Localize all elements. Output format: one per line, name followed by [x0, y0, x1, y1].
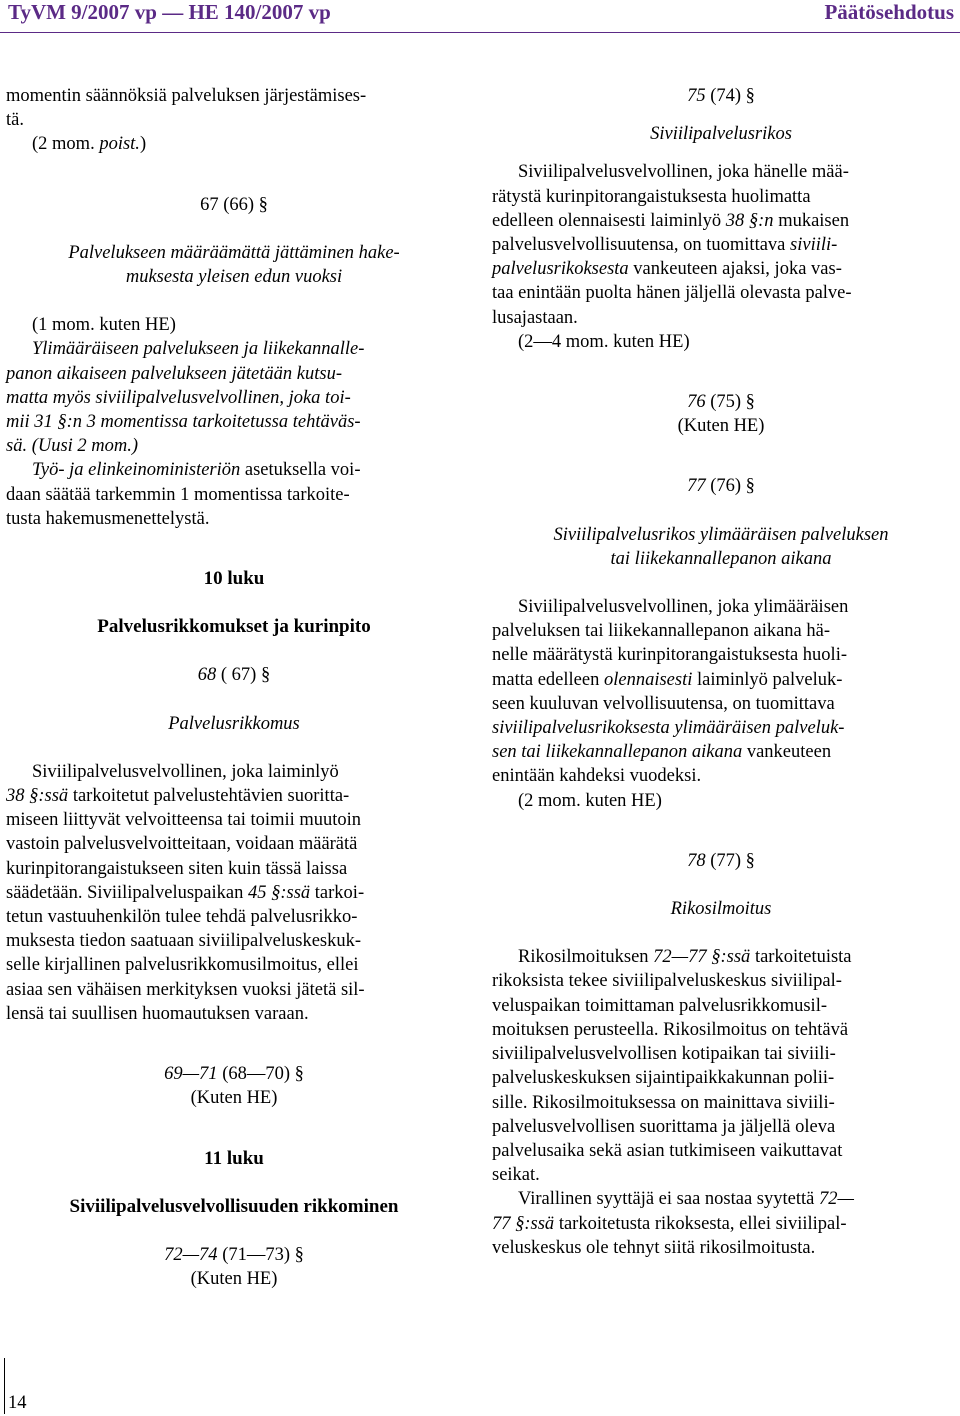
page-number: 14 [8, 1393, 27, 1413]
section-67-body [6, 313, 462, 531]
text-line: moituksen perusteella. Rikosilmoitus on tehtävä [492, 1019, 849, 1040]
text-line: nelle määrätystä kurinpitorangaistuksesta huoli- [492, 645, 847, 666]
chapter-10-title: 10 luku [203, 568, 265, 590]
section-75-body [492, 160, 950, 354]
text-line: Työ- ja elinkeinoministeriön asetuksella voi- [32, 460, 361, 481]
text-line: palvelusvelvollisen suorittama ja jäljellä oleva [492, 1116, 836, 1137]
margin-rule [4, 1358, 5, 1414]
header-section-label: Päätösehdotus [824, 0, 954, 24]
chapter-11-title: 11 luku [204, 1147, 264, 1169]
text-line: momentin säännöksiä palveluksen järjestämises- [6, 86, 367, 106]
text-line: muksesta tiedon saatuaan siviilipalveluskeskuk- [6, 931, 362, 952]
text-line: palvelusvelvollisuutensa, on tuomittava siviili- [492, 235, 838, 256]
text-line: lusajastaan. [492, 307, 578, 328]
text-line: palveluskeskuksen sijaintipaikkakunnan polii- [492, 1068, 835, 1089]
text-line: selle kirjallinen palvelusrikkomusilmoitus, ellei [6, 955, 359, 976]
chapter-11-heading: Siviilipalvelusvelvollisuuden rikkominen [69, 1195, 399, 1217]
text-line: sen tai liikekannallepanon aikana vankeuteen [492, 742, 832, 763]
text-line: veluskeskus ole tehnyt siitä rikosilmoitusta. [492, 1237, 816, 1258]
text-line: Rikosilmoituksen 72—77 §:ssä tarkoitetuista [518, 947, 852, 968]
text-line: matta edelleen olennaisesti laiminlyö palveluk- [492, 669, 843, 690]
text-line: kurinpitorangaistukseen siten kuin tässä laissa [6, 858, 348, 879]
section-68-body [6, 760, 462, 1026]
text-line: 38 §:ssä tarkoitetut palvelustehtävien suoritta- [6, 786, 350, 807]
text-line: enintään kahdeksi vuodeksi. [492, 766, 702, 787]
section-77-body [492, 595, 950, 813]
text-line: Siviilipalvelusvelvollinen, joka hänelle mää- [518, 162, 849, 183]
text-line: asiaa sen vähäisen merkityksen vuoksi jätetä sil- [6, 979, 365, 1000]
section-76-title: 76 (75) § [687, 392, 755, 413]
section-76-note: (Kuten HE) [677, 416, 765, 437]
text-line: seikat. [492, 1165, 540, 1186]
section-69-71-title: 69—71 (68—70) § [164, 1064, 304, 1085]
text-line: panon aikaiseen palvelukseen jätetään kutsu- [6, 363, 342, 384]
section-68-heading: Palvelusrikkomus [168, 713, 300, 734]
text-line: Siviilipalvelusvelvollinen, joka laiminlyö [32, 761, 339, 782]
section-67-title: 67 (66) § [200, 194, 268, 215]
text-line: (2 mom. poist.) [32, 134, 147, 155]
text-line: rikoksista tekee siviilipalveluskeskus siviilipal- [492, 971, 842, 992]
text-line: palvelusrikoksesta vankeuteen ajaksi, joka vas- [492, 259, 842, 280]
section-72-74-title: 72—74 (71—73) § [164, 1244, 304, 1265]
section-75-title: 75 (74) § [687, 86, 755, 106]
text-line: tä. [6, 110, 24, 131]
text-line: matta myös siviilipalvelusvelvollinen, joka toi- [6, 387, 351, 408]
section-78-heading: Rikosilmoitus [670, 899, 772, 920]
text-line: sä. (Uusi 2 mom.) [6, 436, 139, 457]
text-line: veluspaikan toimittaman palvelusrikkomusil- [492, 995, 827, 1016]
text-line: tusta hakemusmenettelystä. [6, 508, 210, 529]
text-line: Ylimääräiseen palvelukseen ja liikekannalle- [32, 339, 365, 360]
text-line: Virallinen syyttäjä ei saa nostaa syytettä 72— [518, 1189, 854, 1210]
moment-note: (1 mom. kuten HE) [32, 315, 176, 336]
text-line: 77 §:ssä tarkoitetusta rikoksesta, ellei siviilipal- [492, 1213, 847, 1234]
left-column [6, 84, 462, 1291]
section-67-heading: Palvelukseen määräämättä jättäminen hake- muksesta yleisen edun vuoksi [68, 242, 400, 288]
moment-note: (2—4 mom. kuten HE) [518, 331, 690, 352]
text-line: säädetään. Siviilipalveluspaikan 45 §:ssä tarkoi- [6, 882, 365, 903]
text-line: mii 31 §:n 3 momentissa tarkoitetussa tehtäväs- [6, 412, 361, 433]
section-77-heading: Siviilipalvelusrikos ylimääräisen palveluksen tai liikekannallepanon aikana [553, 524, 889, 569]
header-document-reference: TyVM 9/2007 vp — HE 140/2007 vp [8, 0, 331, 24]
text-line: tetun vastuuhenkilön tulee tehdä palvelusrikko- [6, 907, 358, 928]
text-line: seen kuuluvan velvollisuutensa, on tuomittava [492, 693, 835, 714]
text-line: miseen liittyvät velvoitteensa tai toimii muutoin [6, 810, 362, 831]
section-68-title: 68 ( 67) § [197, 665, 271, 686]
section-78-title: 78 (77) § [687, 850, 755, 871]
text-line: rätystä kurinpitorangaistuksesta huolimatta [492, 186, 811, 207]
text-line: Siviilipalvelusvelvollinen, joka ylimääräisen [518, 597, 849, 618]
page-header [0, 0, 960, 32]
header-divider [0, 32, 960, 33]
text-line: palvelusaika sekä asian tutkimiseen vaikuttavat [492, 1140, 843, 1161]
section-77-title: 77 (76) § [687, 476, 755, 497]
text-line: sille. Rikosilmoituksessa on mainittava siviili- [492, 1092, 835, 1113]
text-line: taa enintään puolta hänen jäljellä olevasta palve- [492, 283, 852, 304]
section-72-74-note: (Kuten HE) [190, 1269, 278, 1290]
section-78-body [492, 945, 950, 1260]
text-line: lensä tai suullisen huomautuksen varaan. [6, 1003, 309, 1024]
right-column [492, 84, 950, 1260]
section-75-heading: Siviilipalvelusrikos [650, 124, 792, 145]
text-line: daan säätää tarkemmin 1 momentissa tarkoite- [6, 484, 350, 505]
section-69-71-note: (Kuten HE) [190, 1088, 278, 1109]
text-line: vastoin palvelusvelvoitteitaan, voidaan määrätä [6, 834, 358, 855]
moment-note: (2 mom. kuten HE) [518, 790, 662, 811]
text-line: siviilipalvelusrikoksesta ylimääräisen palveluk- [492, 718, 845, 739]
text-line: edelleen olennaisesti laiminlyö 38 §:n mukaisen [492, 210, 850, 231]
text-line: palveluksen tai liikekannallepanon aikana hä- [492, 621, 831, 642]
chapter-10-heading: Palvelusrikkomukset ja kurinpito [97, 616, 371, 638]
text-line: siviilipalvelusvelvollisen kotipaikan tai siviili- [492, 1044, 836, 1065]
paragraph-intro [6, 84, 462, 157]
